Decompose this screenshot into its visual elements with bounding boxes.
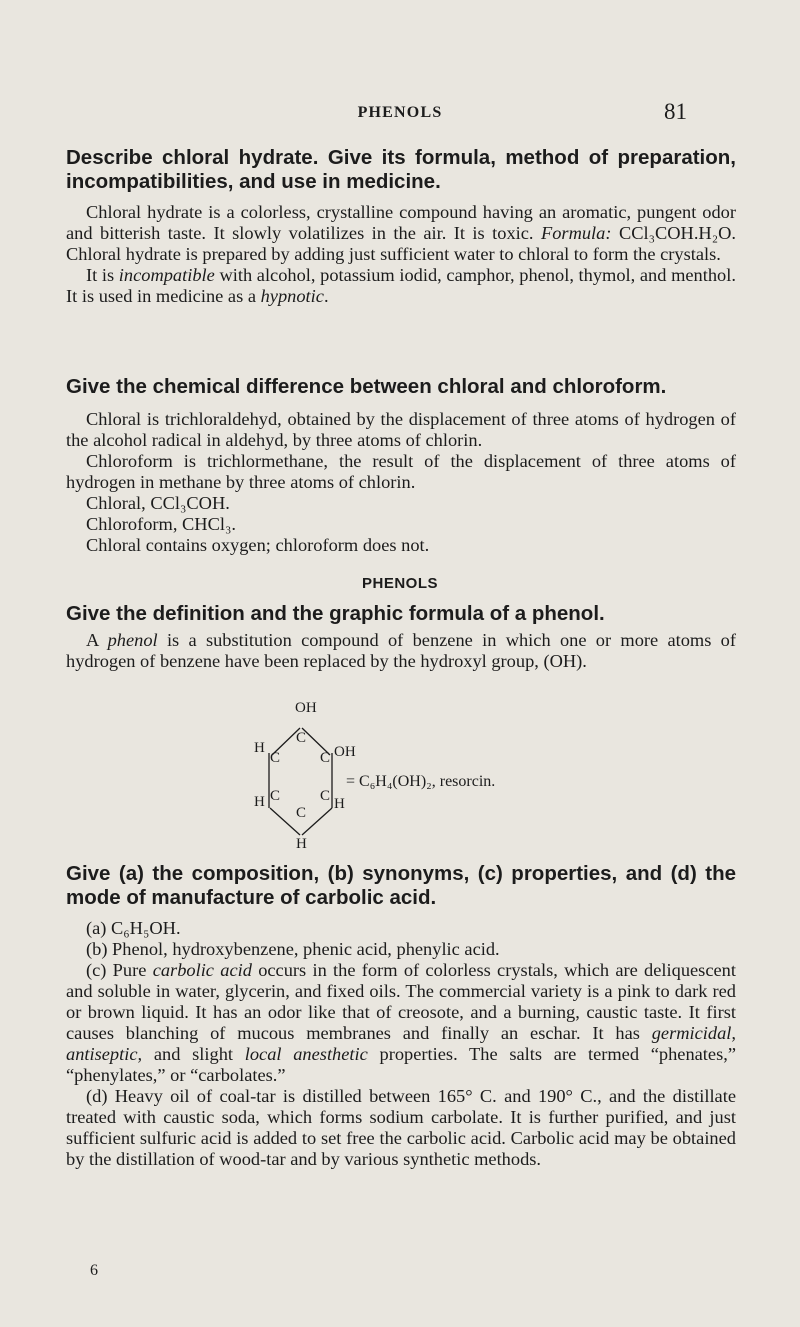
incompat-text-b: with alcohol, potassium iodid, camphor, phenol, thymol, and menthol. It is used in medicine as a (66, 265, 736, 306)
chloroform-formula: Chloroform, CHCl₃. (86, 514, 236, 534)
question-phenol-definition: Give the definition and the graphic formula of a phenol. (66, 602, 605, 625)
lower-left-h: H (254, 794, 265, 810)
carbon-upper-left: C (270, 750, 281, 766)
properties-text-a: (c) Pure (86, 960, 147, 980)
phenol-definition-section (66, 602, 736, 672)
carbon-upper-right: C (320, 750, 331, 766)
carbon-top: C (296, 730, 307, 746)
resorcin-structural-formula (250, 700, 550, 860)
description-text: Chloral hydrate is a colorless, crystalline compound having an aromatic, pungent odor and bitterish taste. It slowly volatilizes in the air. It is toxic. (66, 202, 736, 243)
question-chloral-hydrate: Describe chloral hydrate. Give its formula, method of preparation, incompatibilities, and use in medicine. (66, 146, 736, 193)
carbon-bottom: C (296, 805, 307, 821)
carbolic-synonyms: (b) Phenol, hydroxybenzene, phenic acid, phenylic acid. (86, 939, 500, 959)
chloral-chloroform-section (66, 375, 736, 556)
formula-label: Formula: (540, 223, 612, 243)
carbolic-properties (66, 960, 736, 1086)
chloroform-definition: Chloroform is trichlormethane, the result of the displacement of three atoms of hydrogen in methane by three atoms of chlorin. (66, 451, 736, 492)
chloral-hydrate-description (66, 202, 736, 265)
question-chloral-chloroform: Give the chemical difference between chloral and chloroform. (66, 375, 667, 398)
upper-right-oh: OH (334, 744, 356, 760)
phenol-term: phenol (107, 630, 158, 650)
carbolic-manufacture: (d) Heavy oil of coal-tar is distilled between 165° C. and 190° C., and the distillate treated with caustic soda, which forms sodium carbolate. It is further purified, and just sufficient sulfuric acid is added to set free the carbolic acid. Carbolic acid may be obtained by the distillation of wood-tar and by various synthetic methods. (66, 1086, 736, 1169)
anesthetic-term: local anesthetic (244, 1044, 368, 1064)
incompat-text-a: It is (86, 265, 115, 285)
chloral-definition: Chloral is trichloraldehyd, obtained by the displacement of three atoms of hydrogen of the alcohol radical in aldehyd, by three atoms of chlorin. (66, 409, 736, 450)
running-title: PHENOLS (357, 104, 443, 121)
signature-mark: 6 (90, 1262, 98, 1279)
bond-line (302, 808, 332, 835)
incompat-end: . (323, 286, 329, 306)
carbolic-acid-term: carbolic acid (152, 960, 252, 980)
germicidal-term: germicidal, (651, 1023, 736, 1043)
phenols-heading: PHENOLS (361, 575, 438, 592)
carbon-lower-right: C (320, 788, 331, 804)
carbolic-acid-section (66, 862, 736, 1170)
properties-text-end: properties. The salts are termed “phenates,” “phenylates,” or “carbolates.” (66, 1044, 736, 1085)
hypnotic-term: hypnotic (260, 286, 324, 306)
chloral-hydrate-formula: CCl₃COH.H₂O. (618, 223, 736, 243)
preparation-text: Chloral hydrate is prepared by adding just sufficient water to chloral to form the crystals. (66, 244, 721, 264)
oxygen-difference: Chloral contains oxygen; chloroform does not. (86, 535, 430, 555)
resorcin-equation: = C₆H₄(OH)₂, resorcin. (346, 773, 496, 790)
bottom-h: H (296, 836, 307, 852)
incompatible-term: incompatible (118, 265, 215, 285)
upper-left-h: H (254, 740, 265, 756)
top-oh-label: OH (295, 700, 317, 716)
question-carbolic-acid: Give (a) the composition, (b) synonyms, (c) properties, and (d) the mode of manufacture of carbolic acid. (66, 862, 736, 909)
chloral-hydrate-incompatibilities (66, 265, 736, 307)
carbolic-composition: (a) C₆H₅OH. (86, 918, 181, 938)
chloral-hydrate-section (66, 146, 736, 307)
definition-text-b: is a substitution compound of benzene in which one or more atoms of hydrogen of benzene have been replaced by the hydroxyl group, (OH). (66, 630, 736, 671)
chloral-formula: Chloral, CCl₃COH. (86, 493, 230, 513)
phenol-definition (66, 630, 736, 672)
properties-text-b: occurs in the form of colorless crystals, which are deliquescent and soluble in water, glycerin, and fixed oils. The commercial variety is a pink to dark red or brown liquid. It has an odor like that of creosote, and a burning, caustic taste. It first causes blanching of mucous membranes and finally an eschar. It has (66, 960, 736, 1043)
carbon-lower-left: C (270, 788, 281, 804)
definition-text-a: A (86, 630, 99, 650)
page-number: 81 (664, 99, 687, 124)
lower-right-h: H (334, 796, 345, 812)
properties-text-and: and slight (153, 1044, 233, 1064)
antiseptic-term: antiseptic, (66, 1044, 143, 1064)
